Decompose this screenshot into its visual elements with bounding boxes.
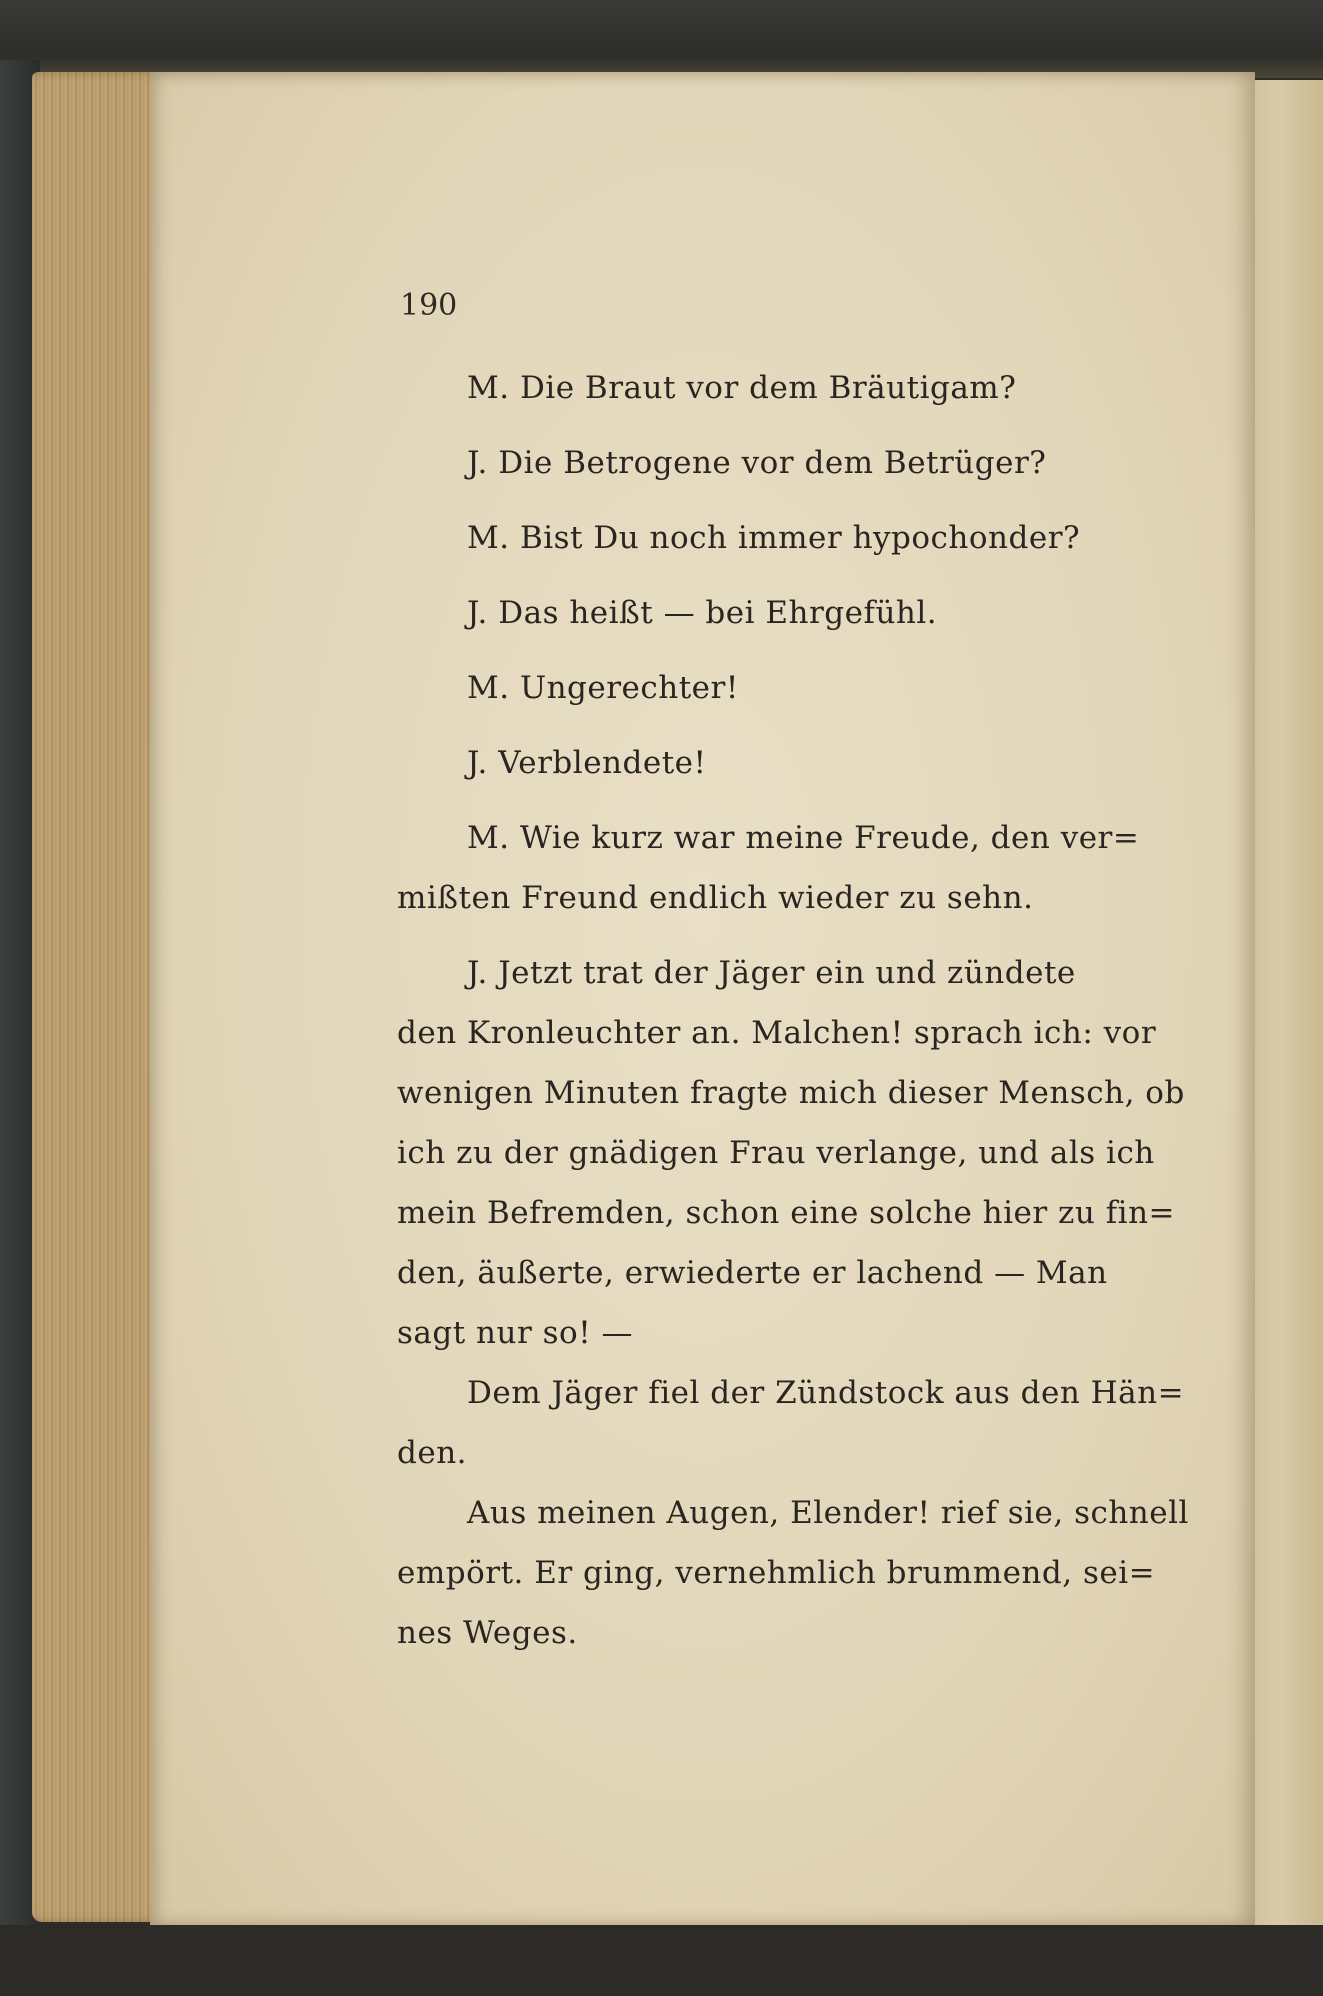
text-line: J. Die Betrogene vor dem Betrüger? (467, 445, 1047, 481)
text-line: mein Befremden, schon eine solche hier zu fin= (397, 1195, 1176, 1231)
page-edges (32, 72, 167, 1922)
page-number: 190 (400, 288, 458, 323)
text-line: J. Jetzt trat der Jäger ein und zündete (467, 955, 1076, 991)
text-line: den. (397, 1435, 468, 1471)
text-line: M. Wie kurz war meine Freude, den ver= (467, 820, 1140, 856)
text-line: ich zu der gnädigen Frau verlange, und als ich (397, 1135, 1155, 1171)
text-line: den, äußerte, erwiederte er lachend — Man (397, 1255, 1108, 1291)
text-line: J. Verblendete! (467, 745, 707, 781)
text-line: sagt nur so! — (397, 1315, 634, 1351)
text-line: mißten Freund endlich wieder zu sehn. (397, 880, 1034, 916)
text-line: empört. Er ging, vernehmlich brummend, sei= (397, 1555, 1156, 1591)
text-line: wenigen Minuten fragte mich dieser Mensch, ob (397, 1075, 1185, 1111)
text-line: J. Das heißt — bei Ehrgefühl. (467, 595, 938, 631)
text-line: M. Ungerechter! (467, 670, 739, 706)
book-cover-bottom (0, 1925, 1323, 1996)
text-line: M. Die Braut vor dem Bräutigam? (467, 370, 1017, 406)
book-cover-top (0, 0, 1323, 78)
text-line: M. Bist Du noch immer hypochonder? (467, 520, 1081, 556)
text-line: den Kronleuchter an. Malchen! sprach ich: vor (397, 1015, 1157, 1051)
book-page (150, 72, 1255, 1927)
facing-page-edge (1245, 80, 1323, 1930)
text-line: nes Weges. (397, 1615, 578, 1651)
text-line: Aus meinen Augen, Elender! rief sie, schnell (467, 1495, 1189, 1531)
text-line: Dem Jäger fiel der Zündstock aus den Hän= (467, 1375, 1185, 1411)
